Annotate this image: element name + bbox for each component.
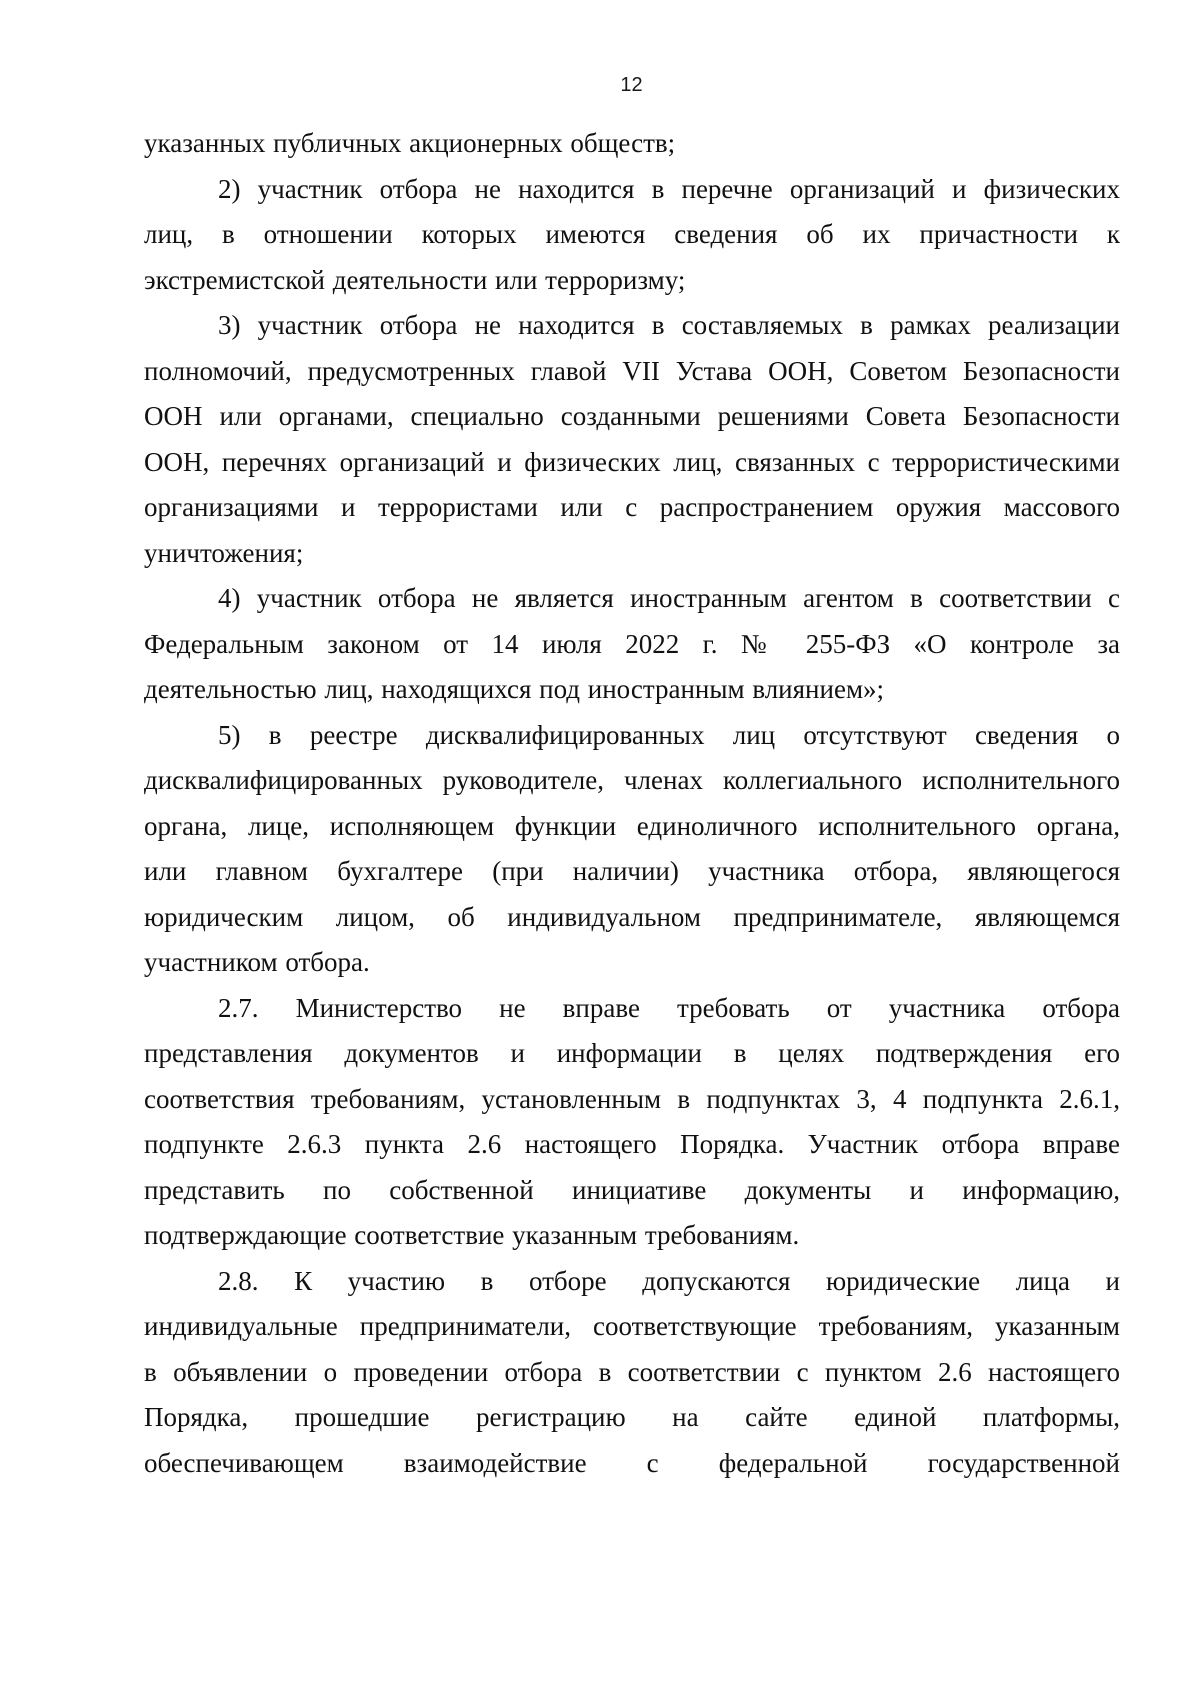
text-line: обеспечивающем взаимодействие с федеральной государственной xyxy=(144,1447,1120,1478)
text-line: Порядка, прошедшие регистрацию на сайте единой платформы, xyxy=(144,1402,1120,1432)
page-number: 12 xyxy=(620,74,643,96)
text-line: Федеральным законом от 14 июля 2022 г. № 255-ФЗ «О контроле за xyxy=(144,628,1120,659)
text-line: 2.7. Министерство не вправе требовать от участника отбора xyxy=(218,992,1120,1023)
text-line: юридическим лицом, об индивидуальном предпринимателе, являющемся xyxy=(144,901,1120,932)
text-line: лиц, в отношении которых имеются сведения об их причастности к xyxy=(144,219,1120,249)
text-line: уничтожения; xyxy=(144,537,304,568)
text-line: участником отбора. xyxy=(144,947,370,977)
text-line: подтверждающие соответствие указанным требованиям. xyxy=(144,1220,800,1250)
text-line: деятельностью лиц, находящихся под иностранным влиянием»; xyxy=(144,674,885,704)
text-line: дисквалифицированных руководителе, членах коллегиального исполнительного xyxy=(144,765,1120,795)
text-line: ООН, перечнях организаций и физических лиц, связанных с террористическими xyxy=(144,446,1120,477)
text-line: 3) участник отбора не находится в составляемых в рамках реализации xyxy=(218,310,1120,340)
text-line: 5) в реестре дисквалифицированных лиц отсутствуют сведения о xyxy=(218,719,1120,750)
text-line: подпункте 2.6.3 пункта 2.6 настоящего Порядка. Участник отбора вправе xyxy=(144,1129,1120,1159)
text-line: 4) участник отбора не является иностранным агентом в соответствии с xyxy=(218,583,1120,613)
text-line: экстремистской деятельности или терроризму; xyxy=(144,264,686,295)
text-line: представить по собственной инициативе документы и информацию, xyxy=(144,1174,1120,1205)
text-line: представления документов и информации в целях подтверждения его xyxy=(144,1038,1120,1068)
text-line: 2.8. К участию в отборе допускаются юридические лица и xyxy=(218,1265,1120,1296)
text-line: указанных публичных акционерных обществ; xyxy=(144,128,676,158)
text-line: полномочий, предусмотренных главой VII Устава ООН, Советом Безопасности xyxy=(144,355,1120,386)
text-line: органа, лице, исполняющем функции единоличного исполнительного органа, xyxy=(144,810,1120,841)
text-line: соответствия требованиям, установленным в подпунктах 3, 4 подпункта 2.6.1, xyxy=(144,1083,1120,1114)
text-line: индивидуальные предприниматели, соответствующие требованиям, указанным xyxy=(144,1311,1120,1341)
document-body xyxy=(144,121,1120,1486)
text-line: организациями и террористами или с распространением оружия массового xyxy=(144,492,1120,522)
text-line: ООН или органами, специально созданными решениями Совета Безопасности xyxy=(144,401,1120,431)
text-line: или главном бухгалтере (при наличии) участника отбора, являющегося xyxy=(144,856,1120,886)
text-line: 2) участник отбора не находится в перечне организаций и физических xyxy=(218,173,1120,204)
text-line: в объявлении о проведении отбора в соответствии с пунктом 2.6 настоящего xyxy=(144,1356,1120,1387)
